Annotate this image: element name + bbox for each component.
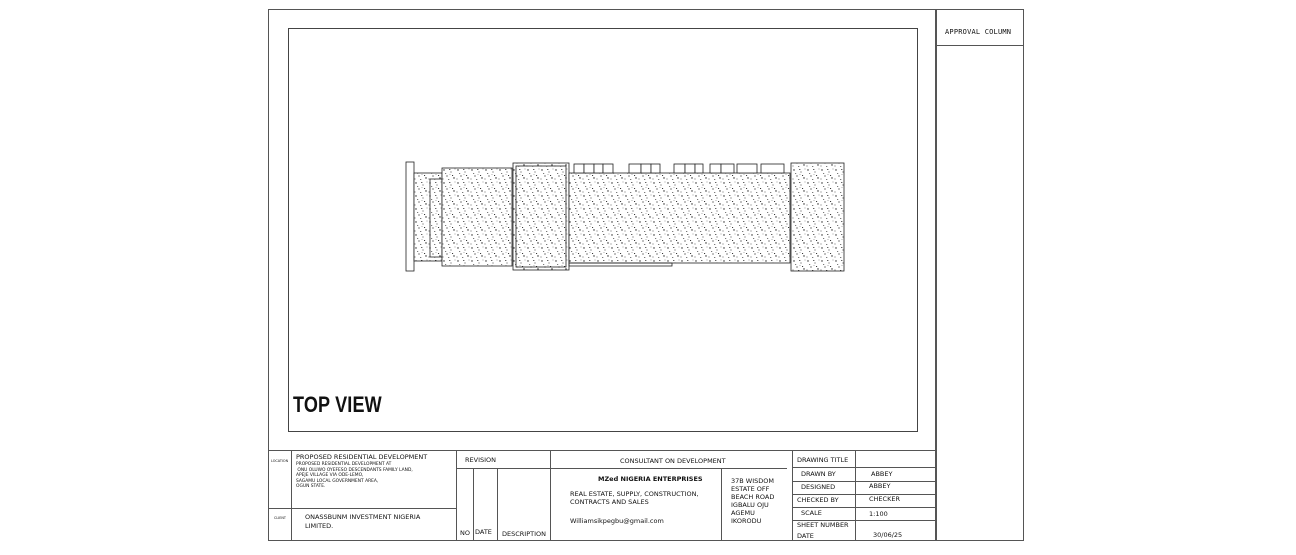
sheet-number-label: SHEET NUMBER	[797, 521, 849, 529]
consultant-address-1: 37B WISDOM	[731, 477, 774, 485]
approval-column-header	[937, 10, 1023, 46]
consultant-email: Williamsikpegbu@gmail.com	[570, 517, 664, 525]
drawing-title-label: DRAWING TITLE	[797, 456, 849, 464]
location-label: LOCATION	[271, 459, 289, 463]
consultant-address-5: AGEMU	[731, 509, 755, 517]
revision-col-no: NO	[460, 529, 470, 537]
drawn-by-value: ABBEY	[871, 470, 893, 478]
client-label: CLIENT	[274, 516, 287, 520]
consultant-address-4: IGBALU OJU	[731, 501, 769, 509]
approval-column	[936, 9, 1024, 541]
client-name-line2: LIMITED.	[305, 522, 334, 530]
consultant-address-2: ESTATE OFF	[731, 485, 770, 493]
plan-block-b	[442, 168, 512, 266]
consultant-address-6: IKORODU	[731, 517, 762, 525]
consultant-services-line1: REAL ESTATE, SUPPLY, CONSTRUCTION,	[570, 490, 699, 498]
view-title: TOP VIEW	[293, 392, 382, 417]
designed-label: DESIGNED	[801, 483, 836, 491]
plan-block-d	[791, 163, 844, 271]
top-view-plan	[400, 155, 855, 280]
plan-block-a	[414, 173, 442, 261]
approval-column-label: APPROVAL COLUMN	[945, 28, 1012, 36]
checked-by-value: CHECKER	[869, 495, 900, 503]
revision-col-date: DATE	[475, 528, 492, 536]
date-label: DATE	[797, 532, 814, 540]
revision-col-description: DESCRIPTION	[502, 530, 546, 538]
plan-block-main	[569, 173, 790, 263]
title-block-top-line	[268, 450, 936, 451]
revision-header: REVISION	[465, 456, 497, 464]
scale-label: SCALE	[801, 509, 822, 517]
drawn-by-label: DRAWN BY	[801, 470, 836, 478]
consultant-address-3: BEACH ROAD	[731, 493, 775, 501]
project-title: PROPOSED RESIDENTIAL DEVELOPMENT	[296, 453, 428, 461]
consultant-services-line2: CONTRACTS AND SALES	[570, 498, 649, 506]
scale-value: 1:100	[869, 510, 888, 518]
end-wall	[406, 162, 414, 271]
plan-protrusions	[574, 164, 784, 173]
date-value: 30/06/25	[873, 531, 903, 539]
project-details: PROPOSED RESIDENTIAL DEVELOPMENT AT ONU OLUWO OYEFESO DESCENDANTS FAMILY LAND, APEJE VILLAGE VIA ODE-LEMO, SAGAMU LOCAL GOVERNMENT AREA, OGUN STATE.	[296, 462, 413, 490]
designed-value: ABBEY	[869, 482, 891, 490]
checked-by-label: CHECKED BY	[797, 496, 839, 504]
consultant-company: MZed NIGERIA ENTERPRISES	[598, 475, 703, 483]
plan-block-c	[513, 163, 569, 270]
consultant-header: CONSULTANT ON DEVELOPMENT	[620, 457, 726, 465]
client-name-line1: ONASSBUNM INVESTMENT NIGERIA	[305, 513, 421, 521]
